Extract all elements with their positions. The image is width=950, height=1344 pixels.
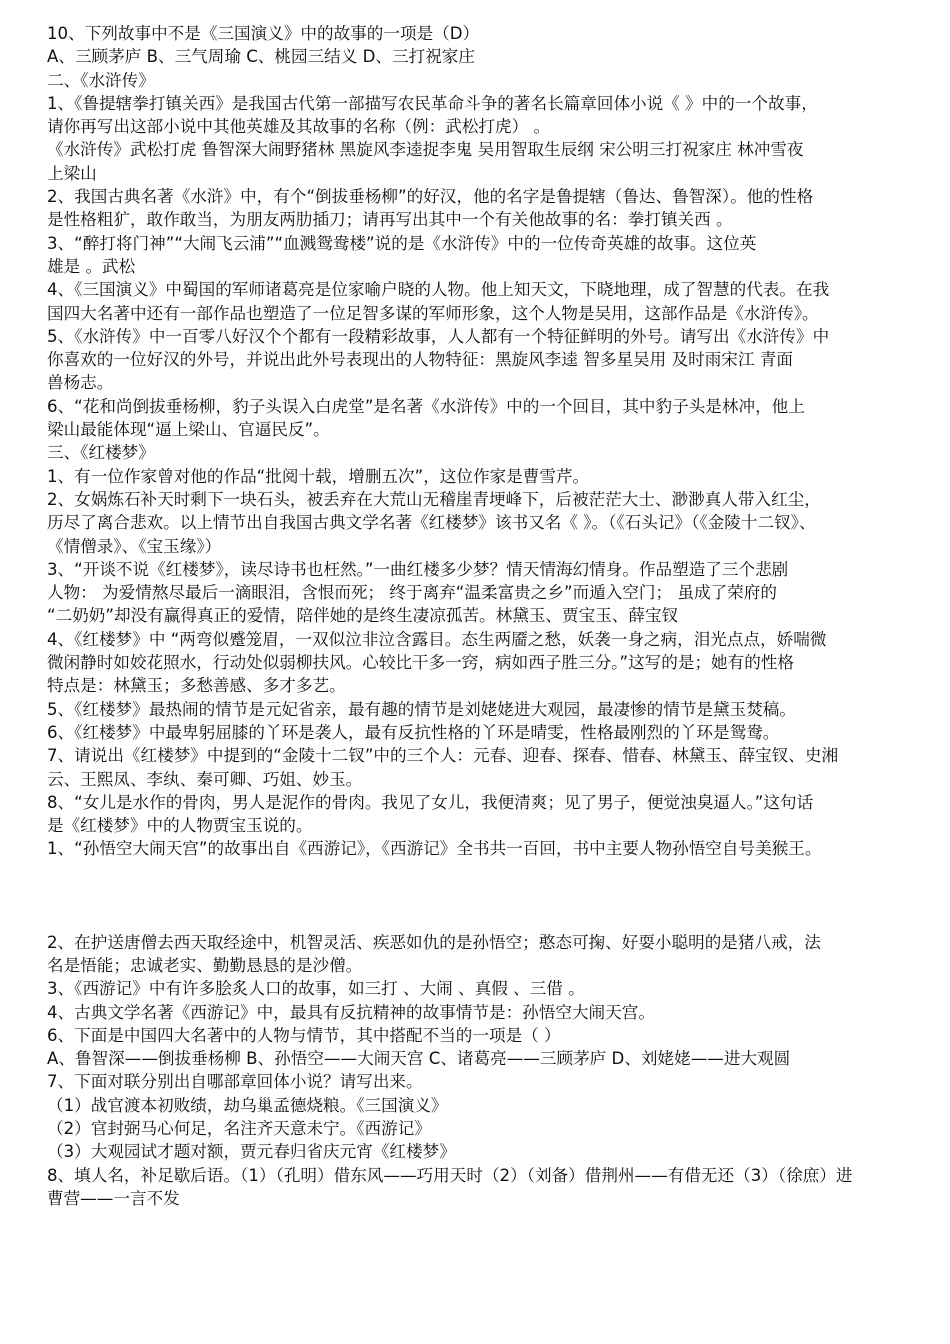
text-line: 6、下面是中国四大名著中的人物与情节，其中搭配不当的一项是（ ） [47, 1025, 561, 1045]
blank-gap [47, 861, 919, 931]
text-line: 4、《红楼梦》中 “两弯似蹙笼眉，一双似泣非泣含露目。态生两靥之愁，妖袭一身之病，泪光点点，娇喘微 [47, 629, 827, 649]
text-line: 微闲静时如姣花照水，行动处似弱柳扶风。心较比干多一窍，病如西子胜三分。”这写的是；她有的性格 [47, 653, 795, 673]
text-line: 名是悟能；忠诚老实、勤勤恳恳的是沙僧。 [47, 955, 363, 975]
text-line: 7、请说出《红楼梦》中提到的“金陵十二钗”中的三个人：元春、迎春、探春、惜春、林黛玉、薛宝钗、史湘 [47, 746, 839, 766]
text-line: 6、《红楼梦》中最卑躬屈膝的丫环是袭人，最有反抗性格的丫环是晴雯，性格最刚烈的丫环是鸳鸯。 [47, 722, 780, 742]
text-line: 是性格粗犷，敢作敢当，为朋友两肋插刀；请再写出其中一个有关他故事的名：拳打镇关西 。 [47, 210, 733, 230]
text-line: 4、《三国演义》中蜀国的军师诸葛亮是位家喻户晓的人物。他上知天文，下晓地理，成了智慧的代表。在我 [47, 280, 830, 300]
text-block-top [47, 22, 919, 861]
text-line: 梁山最能体现“逼上梁山、官逼民反”。 [47, 420, 330, 440]
text-line: 3、“醉打将门神”“大闹飞云浦”“血溅鸳鸯楼”说的是《水浒传》中的一位传奇英雄的故事。这位英 [47, 233, 757, 253]
text-line: A、鲁智深——倒拔垂杨柳 B、孙悟空——大闹天宫 C、诸葛亮——三顾茅庐 D、刘姥姥——进大观圆 [47, 1049, 791, 1069]
text-line: 1、“孙悟空大闹天宫”的故事出自《西游记》，《西游记》全书共一百回，书中主要人物孙悟空自号美猴王。 [47, 839, 822, 859]
text-line: 2、在护送唐僧去西天取经途中，机智灵活、疾恶如仇的是孙悟空；憨态可掬、好耍小聪明的是猪八戒，法 [47, 932, 821, 952]
text-line: （2）官封弼马心何足，名注齐天意未宁。《西游记》 [47, 1119, 431, 1139]
text-line: 三、《红楼梦》 [47, 443, 155, 463]
text-line: 8、“女儿是水作的骨肉，男人是泥作的骨肉。我见了女儿，我便清爽；见了男子，便觉浊臭逼人。”这句话 [47, 792, 814, 812]
text-line: 雄是 。武松 [47, 256, 136, 276]
text-line: 3、“开谈不说《红楼梦》，读尽诗书也枉然。”一曲红楼多少梦？情天情海幻情身。作品塑造了三个悲剧 [47, 559, 789, 579]
text-line: （1）战官渡本初败绩，劫乌巢孟德烧粮。《三国演义》 [47, 1095, 448, 1115]
text-line: 《情僧录》、《宝玉缘》） [47, 536, 222, 556]
text-line: 7、下面对联分别出自哪部章回体小说？请写出来。 [47, 1072, 423, 1092]
text-line: 2、我国古典名著《水浒》中，有个“倒拔垂杨柳”的好汉，他的名字是鲁提辖（鲁达、鲁智深）。他的性格 [47, 187, 814, 207]
text-line: 你喜欢的一位好汉的外号，并说出此外号表现出的人物特征：黑旋风李逵 智多星吴用 及时雨宋江 青面 [47, 350, 793, 370]
text-line: 历尽了离合悲欢。以上情节出自我国古典文学名著《红楼梦》该书又名《 》。（《石头记》（《金陵十二钗》、 [47, 513, 816, 533]
text-line: 兽杨志。 [47, 373, 114, 393]
text-block-bottom [47, 931, 919, 1211]
text-line: 8、填人名，补足歇后语。（1）（孔明）借东风——巧用天时（2）（刘备）借荆州——有借无还（3）（徐庶）进 [47, 1165, 853, 1185]
text-line: 上梁山 [47, 163, 97, 183]
text-line: 2、女娲炼石补天时剩下一块石头，被丢弃在大荒山无稽崖青埂峰下，后被茫茫大士、渺渺真人带入红尘， [47, 489, 821, 509]
text-line: 4、古典文学名著《西游记》中，最具有反抗精神的故事情节是：孙悟空大闹天宫。 [47, 1002, 655, 1022]
text-line: 5、《水浒传》中一百零八好汉个个都有一段精彩故事，人人都有一个特征鲜明的外号。请写出《水浒传》中 [47, 326, 830, 346]
text-line: 6、“花和尚倒拔垂杨柳，豹子头误入白虎堂”是名著《水浒传》中的一个回目，其中豹子头是林冲，他上 [47, 396, 805, 416]
text-line: 特点是：林黛玉；多愁善感、多才多艺。 [47, 676, 346, 696]
text-line: 人物： 为爱情熬尽最后一滴眼泪，含恨而死； 终于离弃“温柔富贵之乡”而遁入空门； 虽成了荣府的 [47, 583, 777, 603]
text-line: 云、王熙凤、李纨、秦可卿、巧姐、妙玉。 [47, 769, 363, 789]
text-line: 是《红楼梦》中的人物贾宝玉说的。 [47, 816, 313, 836]
document-page [47, 22, 919, 1210]
text-line: （3）大观园试才题对额，贾元春归省庆元宵《红楼梦》 [47, 1142, 456, 1162]
text-line: A、三顾茅庐 B、三气周瑜 C、桃园三结义 D、三打祝家庄 [47, 47, 475, 67]
text-line: 《水浒传》武松打虎 鲁智深大闹野猪林 黑旋风李逵捉李鬼 吴用智取生辰纲 宋公明三打祝家庄 林冲雪夜 [47, 140, 804, 160]
text-line: 10、下列故事中不是《三国演义》中的故事的一项是（D） [47, 24, 480, 43]
text-line: 1、有一位作家曾对他的作品“批阅十载，增删五次”，这位作家是曹雪芹。 [47, 466, 590, 486]
text-line: 3、《西游记》中有许多脍炙人口的故事，如三打 、大闹 、真假 、三借 。 [47, 979, 585, 999]
text-line: 国四大名著中还有一部作品也塑造了一位足智多谋的军师形象，这个人物是吴用，这部作品是《水浒传》。 [47, 303, 819, 323]
text-line: 5、《红楼梦》最热闹的情节是元妃省亲，最有趣的情节是刘姥姥进大观园，最凄惨的情节是黛玉焚稿。 [47, 699, 796, 719]
text-line: 二、《水浒传》 [47, 70, 155, 90]
text-line: 请你再写出这部小说中其他英雄及其故事的名称（例：武松打虎） 。 [47, 117, 551, 137]
text-line: 曹营——一言不发 [47, 1188, 180, 1208]
text-line: “二奶奶”却没有赢得真正的爱情，陪伴她的是终生凄凉孤苦。林黛玉、贾宝玉、薛宝钗 [47, 606, 679, 626]
text-line: 1、《鲁提辖拳打镇关西》是我国古代第一部描写农民革命斗争的著名长篇章回体小说《 》中的一个故事， [47, 93, 818, 113]
